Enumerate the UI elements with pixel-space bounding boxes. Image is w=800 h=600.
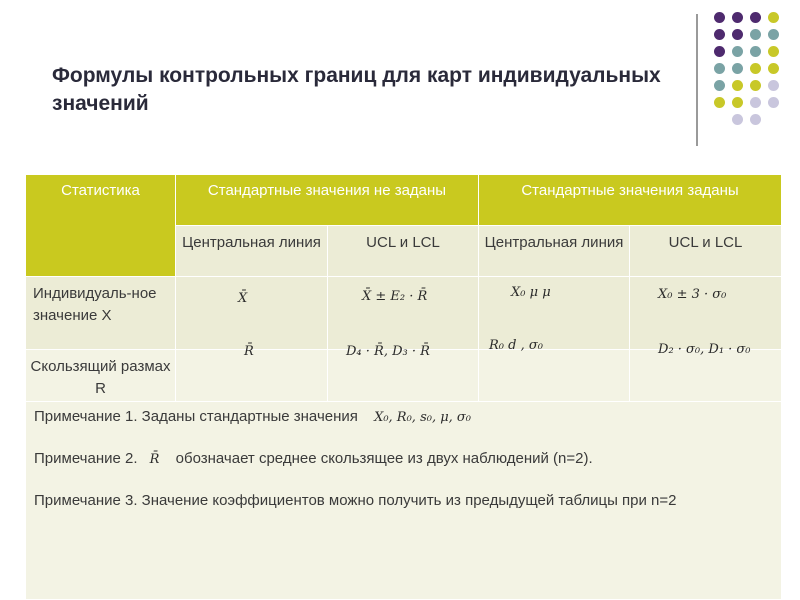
note-2-text: обозначает среднее скользящее из двух наблюдений (n=2). bbox=[175, 450, 593, 467]
note-2 bbox=[34, 448, 593, 471]
note-1 bbox=[34, 406, 471, 429]
dot bbox=[714, 29, 725, 40]
formula: X₀ μ μ bbox=[511, 285, 551, 300]
formula-cell bbox=[176, 344, 328, 402]
formula-cell bbox=[630, 342, 782, 402]
dot bbox=[732, 63, 743, 74]
dot bbox=[750, 97, 761, 108]
dot bbox=[714, 46, 725, 57]
dot bbox=[714, 97, 725, 108]
subheader-central-line: Центральная линия bbox=[176, 226, 328, 277]
dot bbox=[732, 80, 743, 91]
dot bbox=[768, 63, 779, 74]
formula-cell bbox=[328, 344, 479, 402]
note-1-text: Примечание 1. Заданы стандартные значения bbox=[34, 408, 358, 425]
dot bbox=[732, 46, 743, 57]
note-2-prefix: Примечание 2. bbox=[34, 450, 138, 467]
dot bbox=[768, 46, 779, 57]
note-3: Примечание 3. Значение коэффициентов можно получить из предыдущей таблицы при n=2 bbox=[34, 492, 677, 509]
row-label-individual: Индивидуаль-ное значение X bbox=[26, 277, 176, 350]
dot bbox=[732, 114, 743, 125]
subheader-central-line: Центральная линия bbox=[479, 226, 630, 277]
dot bbox=[750, 46, 761, 57]
dot bbox=[768, 80, 779, 91]
formula: R̄ bbox=[244, 344, 254, 359]
dot bbox=[750, 29, 761, 40]
formula: R₀ d , σ₀ bbox=[489, 338, 543, 353]
dot bbox=[714, 63, 725, 74]
notes-cell bbox=[26, 402, 782, 600]
dot bbox=[750, 12, 761, 23]
formula-cell bbox=[630, 277, 782, 350]
header-given: Стандартные значения заданы bbox=[479, 175, 782, 226]
formula: D₄ · R̄, D₃ · R̄ bbox=[346, 344, 430, 359]
dot bbox=[714, 80, 725, 91]
dot bbox=[750, 63, 761, 74]
dot bbox=[732, 12, 743, 23]
dot bbox=[714, 12, 725, 23]
formula: X̄ ± E₂ · R̄ bbox=[362, 289, 428, 304]
formula-cell bbox=[176, 277, 328, 350]
dot bbox=[768, 29, 779, 40]
subheader-limits: UCL и LCL bbox=[328, 226, 479, 277]
slide-title: Формулы контрольных границ для карт индивидуальных значений bbox=[52, 64, 661, 115]
note-1-formula: X₀, R₀, s₀, μ, σ₀ bbox=[374, 410, 472, 425]
formula-cell bbox=[328, 277, 479, 350]
note-2-formula: R̄ bbox=[149, 452, 160, 467]
dot bbox=[732, 29, 743, 40]
dot bbox=[750, 114, 761, 125]
header-statistic: Статистика bbox=[26, 175, 176, 277]
formula: X₀ ± 3 · σ₀ bbox=[658, 287, 727, 302]
dot bbox=[768, 97, 779, 108]
header-not-given: Стандартные значения не заданы bbox=[176, 175, 479, 226]
dot bbox=[732, 97, 743, 108]
divider-line bbox=[696, 14, 698, 146]
dot bbox=[750, 80, 761, 91]
formula: D₂ · σ₀, D₁ · σ₀ bbox=[658, 342, 751, 357]
control-limits-table bbox=[25, 174, 782, 600]
subheader-limits: UCL и LCL bbox=[630, 226, 782, 277]
row-label-moving-range: Скользящий размах R bbox=[26, 350, 176, 402]
dot bbox=[768, 12, 779, 23]
formula-cell bbox=[479, 338, 630, 402]
formula: X̄ bbox=[238, 291, 248, 306]
